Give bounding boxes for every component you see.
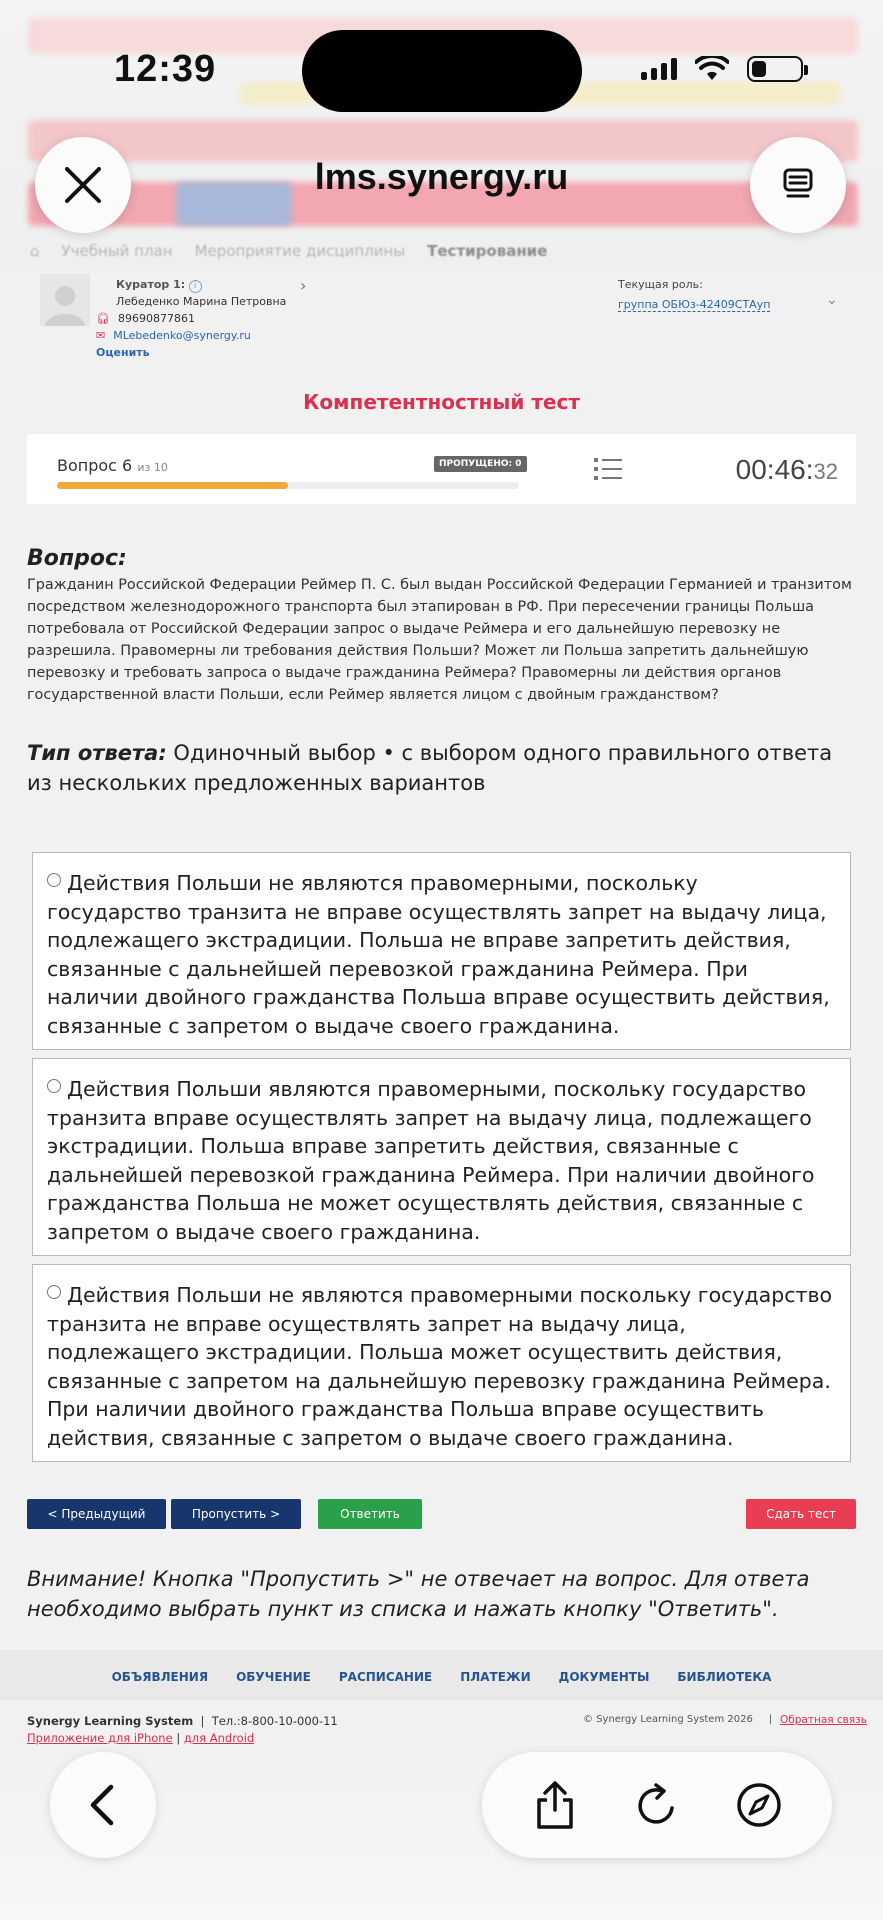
question-text: Гражданин Российской Федерации Реймер П. С. был выдан Российской Федерации Германией и транзитом посредством железнодорожного транспорта был этапирован в РФ. При пересечении границы Польша потребовала от Российской Федерации запрос о выдаче Реймера и его дальнейшую перевозку не разрешила. Правомерны ли требования действия Польши? Может ли Польша запретить дальнейшую перевозку и требовать запроса о выдаче гражданина Реймера? Правомерны ли действия органов государственной власти Польши, если Реймер является лицом с двойным гражданством? [27,577,852,703]
curator-info [96,276,287,344]
answer-option[interactable] [32,852,851,1050]
submit-test-button[interactable]: Сдать тест [746,1499,856,1529]
reader-button[interactable] [750,137,846,233]
skipped-badge: ПРОПУЩЕНО: 0 [434,456,527,472]
curator-title: Куратор 1: [116,278,186,291]
signal-icon [641,58,677,80]
answer-options [32,852,851,1470]
breadcrumb-item[interactable]: Учебный план [61,242,173,260]
radio-button[interactable] [47,1285,61,1299]
answer-type-label: Тип ответа: [27,741,167,765]
headset-icon: 🎧︎ [96,312,110,325]
home-icon[interactable]: ⌂ [30,242,40,260]
wifi-icon [695,56,729,82]
progress-bar [57,482,519,489]
status-time: 12:39 [114,48,217,90]
answer-button[interactable]: Ответить [318,1499,422,1529]
browser-toolbar [482,1752,832,1858]
footer-link-announcements[interactable]: ОБЪЯВЛЕНИЯ [111,1670,209,1684]
compass-icon [735,1781,783,1829]
answer-type [27,738,857,798]
footer-system: Synergy Learning System | Тел.:8-800-10-000-11 [27,1714,338,1728]
footer-link-education[interactable]: ОБУЧЕНИЕ [236,1670,311,1684]
curator-name: Лебеденко Марина Петровна [116,295,287,308]
answer-option-text: Действия Польши не являются правомерными, поскольку государство транзита не вправе осуществлять запрет на выдачу лица, подлежащего экстрадиции. Польша не вправе запретить действия, связанные с дальнейшей перевозкой гражданина Реймера. При наличии двойного гражданства Польша вправе осуществить действия, связанные с запретом о выдаче своего гражданина. [47,871,830,1038]
avatar [40,274,90,326]
status-icons [641,56,803,82]
question-heading: Вопрос: [27,546,127,571]
android-app-link[interactable]: для Android [183,1731,255,1745]
skip-button[interactable]: Пропустить > [171,1499,301,1529]
share-button[interactable] [525,1775,585,1835]
answer-option-text: Действия Польши являются правомерными, поскольку государство транзита вправе осуществлять запрет на выдачу лица, подлежащего экстрадиции. Польша вправе запретить действия, связанные с дальнейшей перевозкой гражданина Реймера. При наличии двойного гражданства Польша не может осуществлять действия, связанные с запретом о выдаче своего гражданина. [47,1077,815,1244]
radio-button[interactable] [47,873,61,887]
timer [736,454,838,486]
curator-email[interactable]: MLebedenko@synergy.ru [113,329,251,342]
rate-link[interactable]: Оценить [96,346,150,359]
back-icon [85,1783,121,1827]
copyright: © Synergy Learning System 2026 | [583,1714,773,1725]
chevron-down-icon[interactable]: ⌄ [826,292,838,308]
chevron-right-icon[interactable]: › [300,276,307,295]
role-label: Текущая роль: [618,278,703,291]
url-label[interactable]: lms.synergy.ru [314,156,569,197]
radio-button[interactable] [47,1079,61,1093]
reader-icon [780,167,816,203]
compass-button[interactable] [729,1775,789,1835]
footer-nav [0,1670,883,1684]
question-counter [57,456,168,475]
answer-type-value: Одиночный выбор • с выбором одного правильного ответа из нескольких предложенных вариантов [27,741,833,795]
previous-button[interactable]: < Предыдущий [27,1499,166,1529]
footer-link-schedule[interactable]: РАСПИСАНИЕ [338,1670,433,1684]
footer-link-library[interactable]: БИБЛИОТЕКА [677,1670,772,1684]
copyright-text: © Synergy Learning System 2026 [583,1714,753,1725]
breadcrumb-current: Тестирование [427,242,548,260]
system-name: Synergy Learning System [27,1714,194,1728]
warning-text: Внимание! Кнопка "Пропустить >" не отвечает на вопрос. Для ответа необходимо выбрать пункт из списка и нажать кнопку "Ответить". [27,1567,810,1621]
breadcrumb-item[interactable]: Мероприятие дисциплины [194,242,406,260]
answer-option[interactable] [32,1058,851,1256]
mail-icon: ✉︎ [96,329,106,342]
page-title: Компетентностный тест [303,390,580,414]
footer-link-documents[interactable]: ДОКУМЕНТЫ [558,1670,650,1684]
progress-bar-fill [57,482,288,489]
feedback-link[interactable]: Обратная связь [780,1714,867,1726]
list-icon[interactable] [593,456,623,486]
timer-main: 00:46: [735,454,814,485]
reload-icon [634,1782,680,1828]
footer-apps: Приложение для iPhone | для Android [27,1731,255,1745]
answer-option[interactable] [32,1264,851,1462]
question-total: из 10 [137,461,168,474]
back-button[interactable] [50,1752,156,1858]
role-select[interactable]: группа ОБЮз-42409СТАуп [618,298,771,311]
timer-seconds: 32 [813,459,838,484]
question-number: Вопрос 6 [57,456,133,475]
battery-icon [747,56,803,82]
dynamic-island [302,30,582,112]
reload-button[interactable] [627,1775,687,1835]
footer-phone: Тел.:8-800-10-000-11 [211,1714,338,1728]
iphone-app-link[interactable]: Приложение для iPhone [27,1731,173,1745]
footer-link-payments[interactable]: ПЛАТЕЖИ [460,1670,531,1684]
share-icon [533,1780,577,1830]
curator-phone: 89690877861 [117,312,195,325]
answer-option-text: Действия Польши не являются правомерными поскольку государство транзита не вправе осуществлять запрет на выдачу лица, подлежащего экстрадиции. Польша может осуществить действия, связанные с запретом на дальнейшую перевозку гражданина Реймера. При наличии двойного гражданства Польша вправе осуществить действия, связанные с запретом о выдаче своего гражданина. [47,1283,833,1450]
progress-panel [27,434,856,504]
info-icon[interactable]: i [189,280,202,293]
breadcrumb [30,242,547,260]
